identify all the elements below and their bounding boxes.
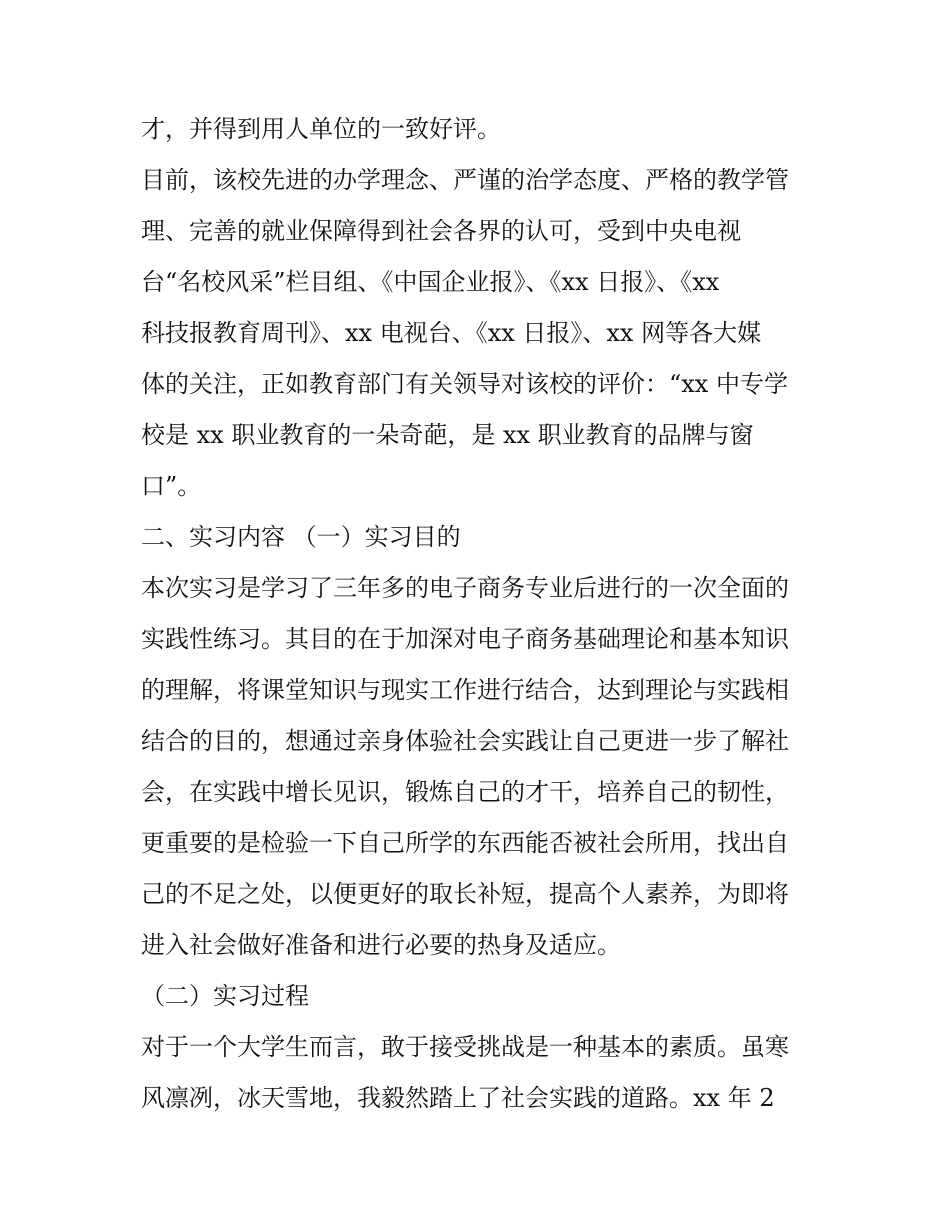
text-line: 本次实习是学习了三年多的电子商务专业后进行的一次全面的	[141, 574, 789, 602]
text-line: 台“名校风采”栏目组、《中国企业报》、《xx 日报》、《xx	[141, 268, 720, 296]
text-line: 才，并得到用人单位的一致好评。	[141, 115, 501, 143]
document-body	[141, 104, 821, 1124]
text-line: 的理解，将课堂知识与现实工作进行结合，达到理论与实践相	[141, 676, 789, 704]
text-line: 口”。	[141, 472, 202, 500]
text-line: 更重要的是检验一下自己所学的东西能否被社会所用，找出自	[141, 829, 789, 857]
text-line: 体的关注，正如教育部门有关领导对该校的评价：“xx 中专学	[141, 370, 788, 398]
text-line: 进入社会做好准备和进行必要的热身及适应。	[141, 931, 621, 959]
text-line: 目前，该校先进的办学理念、严谨的治学态度、严格的教学管	[141, 166, 789, 194]
text-line: 理、完善的就业保障得到社会各界的认可，受到中央电视	[141, 217, 741, 245]
section-heading: 二、实习内容 （一）实习目的	[141, 523, 461, 551]
subsection-heading: （二）实习过程	[141, 982, 309, 1010]
text-line: 科技报教育周刊》、xx 电视台、《xx 日报》、xx 网等各大媒	[141, 319, 762, 347]
text-line: 己的不足之处，以便更好的取长补短，提高个人素养，为即将	[141, 880, 789, 908]
text-line: 结合的目的，想通过亲身体验社会实践让自己更进一步了解社	[141, 727, 789, 755]
text-line: 会，在实践中增长见识，锻炼自己的才干，培养自己的韧性，	[141, 778, 789, 806]
text-line: 校是 xx 职业教育的一朵奇葩，是 xx 职业教育的品牌与窗	[141, 421, 754, 449]
text-line: 风凛冽，冰天雪地，我毅然踏上了社会实践的道路。xx 年 2	[141, 1084, 775, 1112]
text-line: 实践性练习。其目的在于加深对电子商务基础理论和基本知识	[141, 625, 789, 653]
text-line: 对于一个大学生而言，敢于接受挑战是一种基本的素质。虽寒	[141, 1033, 789, 1061]
